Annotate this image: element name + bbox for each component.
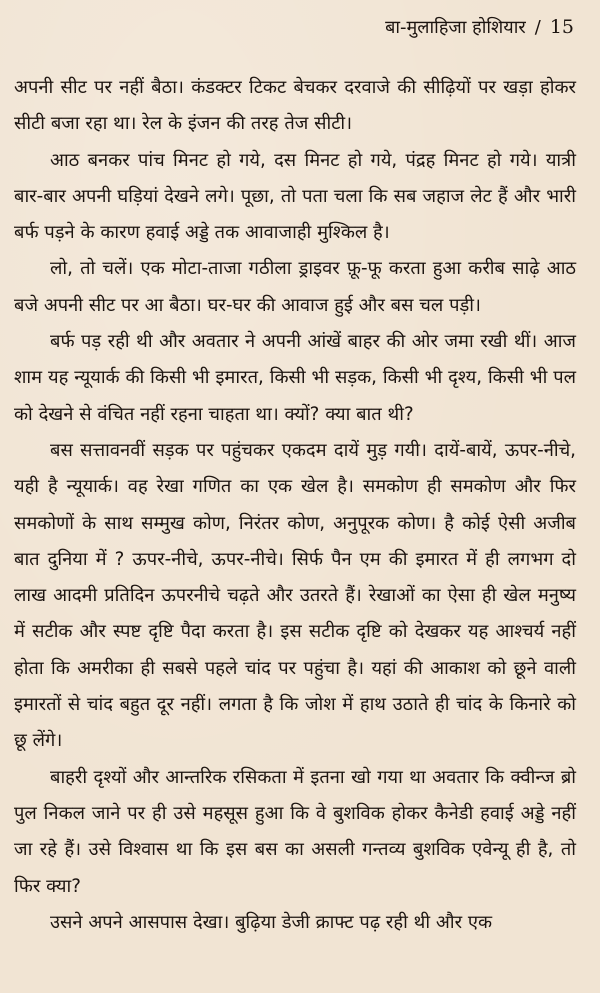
body-text <box>14 70 576 941</box>
paragraph-6: बाहरी दृश्यों और आन्तरिक रसिकता में इतना खो गया था अवतार कि क्वीन्ज ब्रो पुल निकल जाने पर ही उसे महसूस हुआ कि वे बुशविक होकर कैनेडी हवाई अड्डे नहीं जा रहे हैं। उसे विश्वास था कि इस बस का असली गन्तव्य बुशविक एवेन्यू ही है, तो फिर क्या? <box>14 766 576 897</box>
running-header <box>14 18 574 56</box>
paragraph-7: उसने अपने आसपास देखा। बुढ़िया डेजी क्राफ्ट पढ़ रही थी और एक <box>50 911 493 933</box>
running-title: बा-मुलाहिजा होशियार <box>385 17 526 38</box>
paragraph-2: आठ बनकर पांच मिनट हो गये, दस मिनट हो गये, पंद्रह मिनट हो गये। यात्री बार-बार अपनी घड़ियां देखने लगे। पूछा, तो पता चला कि सब जहाज लेट हैं और भारी बर्फ पड़ने के कारण हवाई अड्डे तक आवाजाही मुश्किल है। <box>14 149 576 244</box>
paragraph-5: बस सत्तावनवीं सड़क पर पहुंचकर एकदम दायें मुड़ गयी। दायें-बायें, ऊपर-नीचे, यही है न्यूयार्क। वह रेखा गणित का एक खेल है। समकोण ही समकोण और फिर समकोणों के साथ सम्मुख कोण, निरंतर कोण, अनुपूरक कोण। है कोई ऐसी अजीब बात दुनिया में ? ऊपर-नीचे, ऊपर-नीचे। सिर्फ पैन एम की इमारत में ही लगभग दो लाख आदमी प्रतिदिन ऊपरनीचे चढ़ते और उतरते हैं। रेखाओं का ऐसा ही खेल मनुष्य में सटीक और स्पष्ट दृष्टि पैदा करता है। इस सटीक दृष्टि को देखकर यह आश्चर्य नहीं होता कि अमरीका ही सबसे पहले चांद पर पहुंचा है। यहां की आकाश को छूने वाली इमारतों से चांद बहुत दूर नहीं। लगता है कि जोश में हाथ उठाते ही चांद के किनारे को छू लेंगे। <box>14 439 576 752</box>
paragraph-1: अपनी सीट पर नहीं बैठा। कंडक्टर टिकट बेचकर दरवाजे की सीढ़ियों पर खड़ा होकर सीटी बजा रहा था। रेल के इंजन की तरह तेज सीटी। <box>14 77 576 135</box>
header-separator: / <box>534 17 541 38</box>
paragraph-4: बर्फ पड़ रही थी और अवतार ने अपनी आंखें बाहर की ओर जमा रखी थीं। आज शाम यह न्यूयार्क की किसी भी इमारत, किसी भी सड़क, किसी भी दृश्य, किसी भी पल को देखने से वंचित नहीं रहना चाहता था। क्यों? क्या बात थी? <box>14 331 576 425</box>
paragraph-3: लो, तो चलें। एक मोटा-ताजा गठीला ड्राइवर फ़ू-फू करता हुआ करीब साढ़े आठ बजे अपनी सीट पर आ बैठा। घर-घर की आवाज हुई और बस चल पड़ी। <box>14 258 576 316</box>
page-number: 15 <box>549 16 574 38</box>
